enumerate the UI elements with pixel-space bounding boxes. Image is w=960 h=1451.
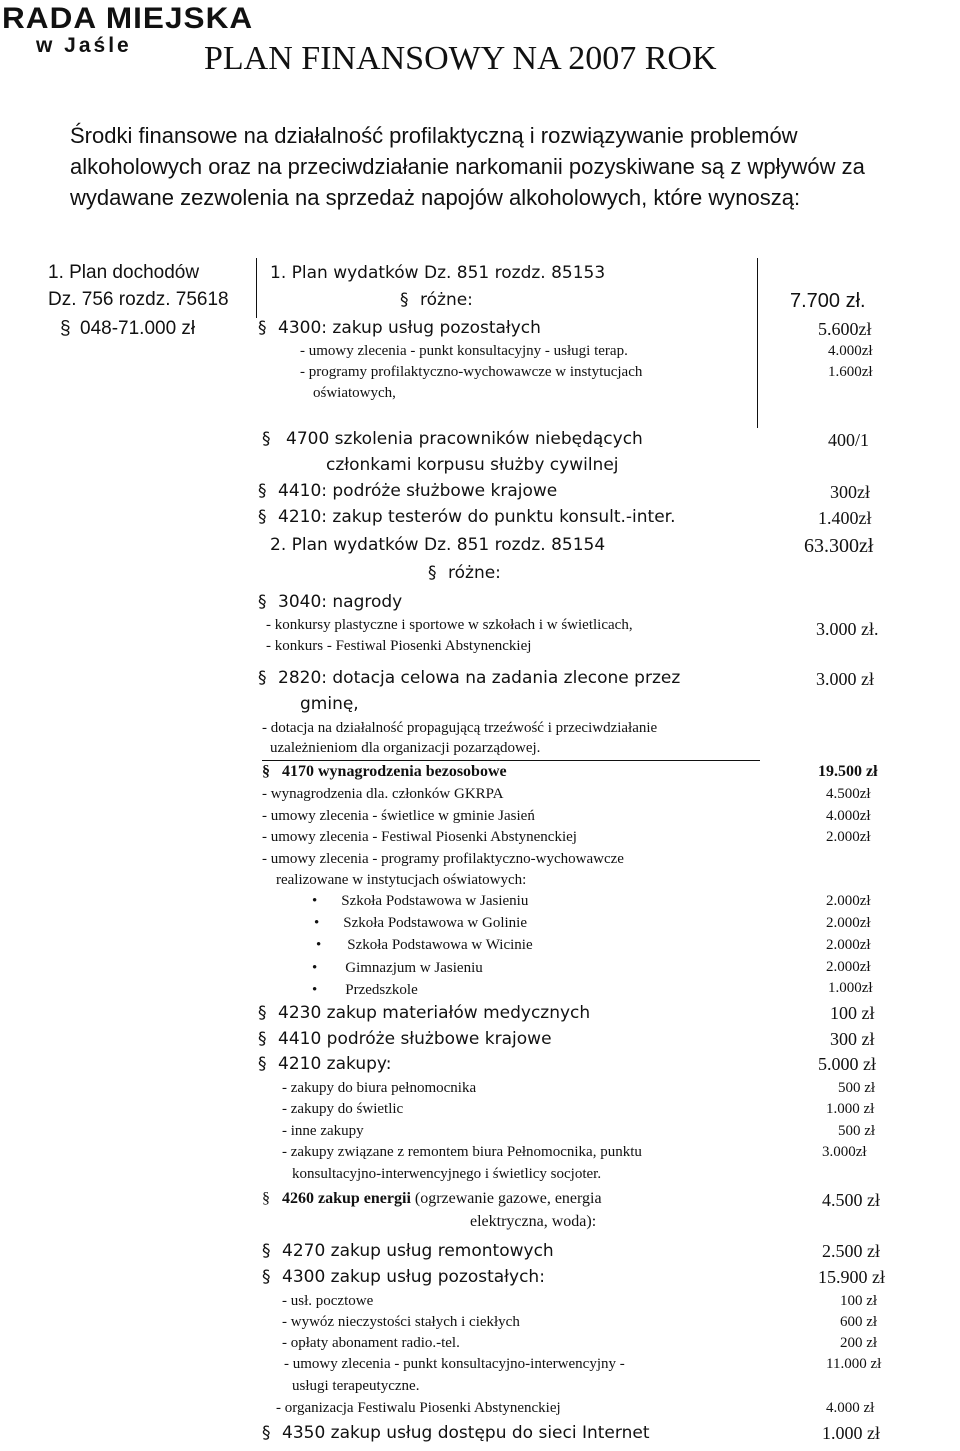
list-item-amount: 600 zł <box>840 1314 878 1330</box>
school-item: • Szkoła Podstawowa w Golinie <box>314 915 527 931</box>
school-item: • Szkoła Podstawowa w Wicinie <box>316 937 533 953</box>
table-divider <box>256 258 257 318</box>
list-item: - organizacja Festiwalu Piosenki Abstynenckiej <box>276 1400 561 1416</box>
list-item-amount: 2.000zł <box>826 829 871 845</box>
plan2-k4410-amount: 300 zł <box>830 1029 875 1049</box>
plan1-k4300-b2: oświatowych, <box>313 385 396 401</box>
plan1-k4300: § 4300: zakup usług pozostałych <box>258 318 541 338</box>
table-divider <box>757 258 758 428</box>
stamp-line2: w Jaśle <box>36 34 132 57</box>
plan2-k4210-amount: 5.000 zł <box>818 1054 876 1074</box>
section-icon: § <box>258 592 267 612</box>
school-amount: 2.000zł <box>826 937 871 953</box>
list-item-amount: 100 zł <box>840 1293 878 1309</box>
list-item: konsultacyjno-interwencyjnego i świetlicy socjoter. <box>292 1166 602 1182</box>
plan1-k4300-a: - umowy zlecenia - punkt konsultacyjny - usługi terap. <box>300 343 628 359</box>
plan1-k4410-amount: 300zł <box>830 482 870 502</box>
section-icon: § <box>262 1241 271 1261</box>
page-title: PLAN FINANSOWY NA 2007 ROK <box>204 40 717 77</box>
section-icon: § <box>258 1029 267 1049</box>
list-item-amount: 4.000 zł <box>826 1400 875 1416</box>
school-amount: 2.000zł <box>826 959 871 975</box>
plan2-k2820: § 2820: dotacja celowa na zadania zlecone przez <box>258 668 681 688</box>
section-icon: § <box>262 1423 271 1443</box>
school-amount: 2.000zł <box>826 915 871 931</box>
plan2-k4260-amount: 4.500 zł <box>822 1190 880 1210</box>
section-icon: § <box>258 318 267 338</box>
bullet-icon: • <box>312 960 318 976</box>
plan1-heading: 1. Plan wydatków Dz. 851 rozdz. 85153 <box>270 263 606 283</box>
plan2-k4300-amount: 15.900 zł <box>818 1267 885 1287</box>
plan2-k4350: § 4350 zakup usług dostępu do sieci Internet <box>262 1423 650 1443</box>
section-icon: § <box>428 563 437 583</box>
bullet-icon: • <box>314 915 320 931</box>
plan2-k3040-a: - konkursy plastyczne i sportowe w szkołach i w świetlicach, <box>266 617 633 633</box>
list-item-amount: 11.000 zł <box>826 1356 882 1372</box>
list-item: - umowy zlecenia - programy profilaktyczno-wychowawcze <box>262 851 624 867</box>
plan2-k4230-amount: 100 zł <box>830 1003 875 1023</box>
list-item: - umowy zlecenia - punkt konsultacyjno-interwencyjny - <box>284 1356 625 1372</box>
list-item: - umowy zlecenia - świetlice w gminie Jasień <box>262 808 535 824</box>
list-item: - zakupy do biura pełnomocnika <box>282 1080 477 1096</box>
plan1-k4700-amount: 400/1 <box>828 430 870 450</box>
section-icon: § <box>60 318 71 339</box>
stamp-line1: RADA MIEJSKA <box>2 2 254 35</box>
plan2-rozne: § różne: <box>428 563 501 583</box>
plan1-k4300-b: - programy profilaktyczno-wychowawcze w instytucjach <box>300 364 643 380</box>
plan2-k4300: § 4300 zakup usług pozostałych: <box>262 1267 545 1287</box>
list-item-amount: 1.000 zł <box>826 1101 875 1117</box>
list-item: - wywóz nieczystości stałych i ciekłych <box>282 1314 520 1330</box>
section-icon: § <box>258 481 267 501</box>
list-item-amount: 200 zł <box>840 1335 878 1351</box>
section-icon: § <box>258 1003 267 1023</box>
list-item-amount: 500 zł <box>838 1080 876 1096</box>
plan2-k4230: § 4230 zakup materiałów medycznych <box>258 1003 591 1023</box>
plan1-k4210-amount: 1.400zł <box>818 508 872 528</box>
section-icon: § <box>258 507 267 527</box>
plan2-k3040-amount: 3.000 zł. <box>816 619 879 639</box>
plan2-total: 63.300zł <box>804 535 874 557</box>
list-item-amount: 4.000zł <box>826 808 871 824</box>
plan2-k2820-a: - dotacja na działalność propagującą trzeźwość i przeciwdziałanie <box>262 720 658 736</box>
list-item-amount: 500 zł <box>838 1123 876 1139</box>
list-item: - opłaty abonament radio.-tel. <box>282 1335 460 1351</box>
plan2-k4260-2: elektryczna, woda): <box>470 1213 597 1230</box>
plan2-k4270-amount: 2.500 zł <box>822 1241 880 1261</box>
plan1-total: 7.700 zł. <box>790 290 866 312</box>
list-item-amount: 4.500zł <box>826 786 871 802</box>
section-icon: § <box>262 1190 270 1207</box>
plan2-k4210: § 4210 zakupy: <box>258 1054 392 1074</box>
list-item: - umowy zlecenia - Festiwal Piosenki Abstynenckiej <box>262 829 577 845</box>
plan2-k4170: § 4170 wynagrodzenia bezosobowe <box>262 763 507 780</box>
bullet-icon: • <box>316 937 322 953</box>
section-icon: § <box>262 1267 271 1287</box>
section-icon: § <box>262 763 270 780</box>
plan2-k4350-amount: 1.000 zł <box>822 1423 880 1443</box>
bullet-icon: • <box>312 893 318 909</box>
section-icon: § <box>258 668 267 688</box>
school-amount: 2.000zł <box>826 893 871 909</box>
plan2-k4270: § 4270 zakup usług remontowych <box>262 1241 554 1261</box>
section-icon: § <box>262 429 271 449</box>
plan2-k3040: § 3040: nagrody <box>258 592 403 612</box>
plan1-k4410: § 4410: podróże służbowe krajowe <box>258 481 558 501</box>
section-icon: § <box>258 1054 267 1074</box>
bullet-icon: • <box>312 982 318 998</box>
plan1-k4300-b-amount: 1.600zł <box>828 364 873 380</box>
school-item: • Gimnazjum w Jasieniu <box>312 960 483 976</box>
list-item: realizowane w instytucjach oświatowych: <box>276 872 527 888</box>
plan2-heading: 2. Plan wydatków Dz. 851 rozdz. 85154 <box>270 535 606 555</box>
plan2-k4170-amount: 19.500 zł <box>818 763 878 780</box>
list-item-amount: 3.000zł <box>822 1144 867 1160</box>
plan1-k4210: § 4210: zakup testerów do punktu konsult.-inter. <box>258 507 676 527</box>
plan2-k4260: § 4260 zakup energii (ogrzewanie gazowe, energia <box>262 1190 602 1207</box>
plan2-k2820-amount: 3.000 zł <box>816 669 874 689</box>
plan2-k2820-2: gminę, <box>300 694 359 714</box>
plan1-rozne: § różne: <box>400 290 473 310</box>
plan2-k4410: § 4410 podróże służbowe krajowe <box>258 1029 552 1049</box>
intro-paragraph: Środki finansowe na działalność profilaktyczną i rozwiązywanie problemów alkoholowych oraz na przeciwdziałanie narkomanii pozyskiwane są z wpływów za wydawane zezwolenia na sprzedaż napojów alkoholowych, które wynoszą: <box>70 123 865 210</box>
plan1-k4300-a-amount: 4.000zł <box>828 343 873 359</box>
school-amount: 1.000zł <box>828 980 873 996</box>
section-icon: § <box>400 290 409 310</box>
plan2-k3040-b: - konkurs - Festiwal Piosenki Abstynenckiej <box>266 638 532 654</box>
divider-line <box>262 760 760 761</box>
list-item: - zakupy związane z remontem biura Pełnomocnika, punktu <box>282 1144 642 1160</box>
list-item: - zakupy do świetlic <box>282 1101 404 1117</box>
list-item: usługi terapeutyczne. <box>292 1378 420 1394</box>
list-item: - inne zakupy <box>282 1123 364 1139</box>
income-line1: 1. Plan dochodów <box>48 262 200 283</box>
school-item: • Przedszkole <box>312 982 418 998</box>
income-line2: Dz. 756 rozdz. 75618 <box>48 289 229 310</box>
list-item: - wynagrodzenia dla. członków GKRPA <box>262 786 504 802</box>
plan2-k2820-a2: uzależnieniom dla organizacji pozarządowej. <box>270 740 541 756</box>
plan1-k4700-2: członkami korpusu służby cywilnej <box>326 455 619 475</box>
list-item: - usł. pocztowe <box>282 1293 374 1309</box>
income-amount: § 048-71.000 zł <box>60 318 196 339</box>
school-item: • Szkoła Podstawowa w Jasieniu <box>312 893 529 909</box>
plan1-k4700: § 4700 szkolenia pracowników niebędących <box>262 429 643 449</box>
plan1-k4300-amount: 5.600zł <box>818 319 872 339</box>
